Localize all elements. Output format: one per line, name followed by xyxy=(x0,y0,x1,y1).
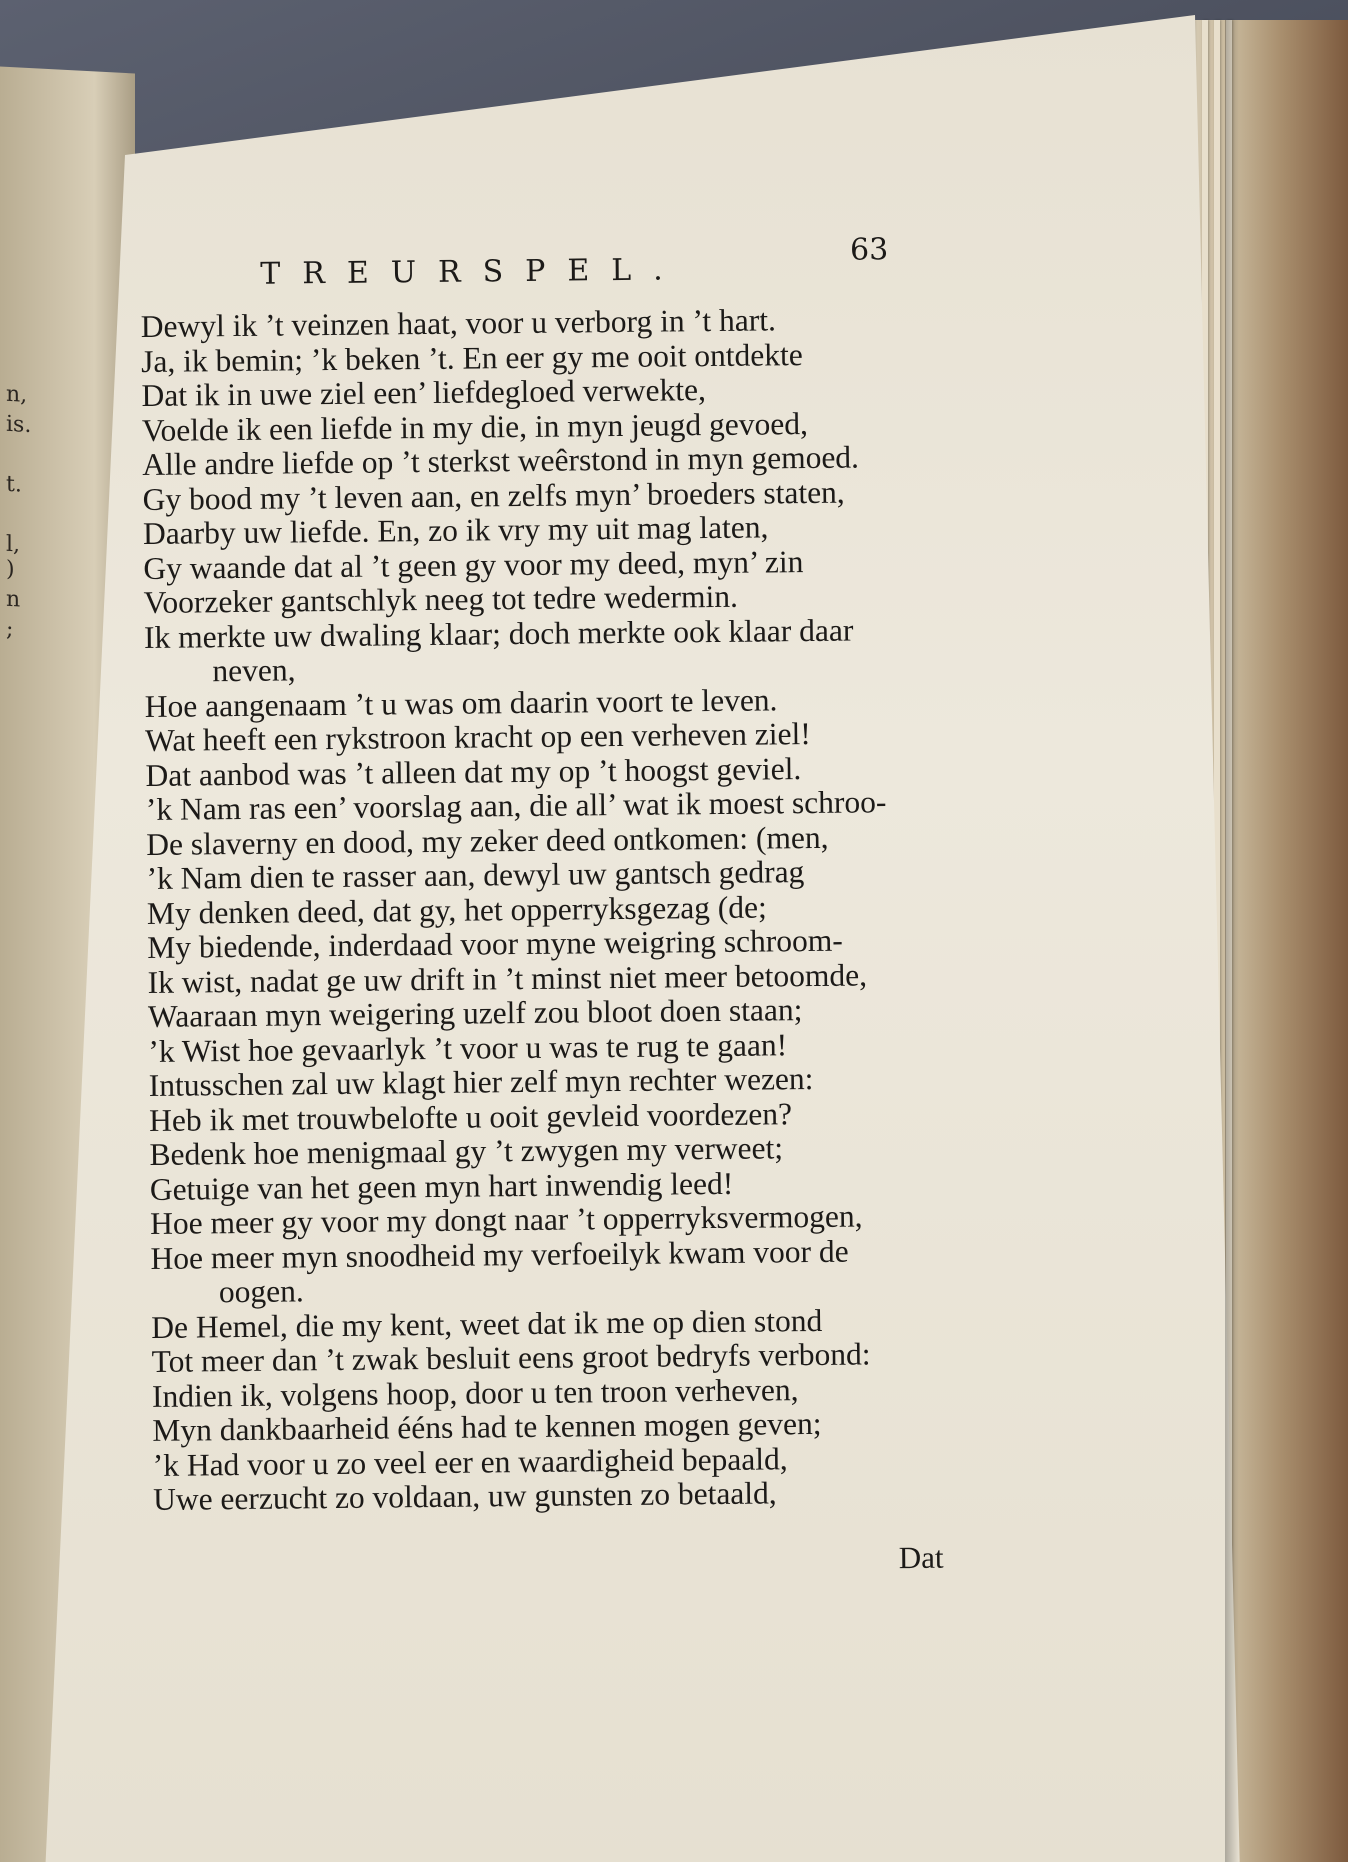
page-shadow xyxy=(1225,20,1239,1862)
verse-line: Wat heeft een rykstroon kracht op een verheven ziel! xyxy=(144,716,811,758)
left-page-fragment: ; xyxy=(6,616,14,643)
catchword: Dat xyxy=(898,1539,944,1576)
verse-lines xyxy=(141,301,994,1517)
page-text-block xyxy=(140,232,993,1576)
verse-line: Alle andre liefde op ’t sterkst weêrstond in myn gemoed. xyxy=(142,439,860,482)
verse-line: ’k Nam dien te rasser aan, dewyl uw gantsch gedrag xyxy=(146,854,805,896)
verse-line: Tot meer dan ’t zwak besluit eens groot bedryfs verbond: xyxy=(151,1336,871,1379)
verse-line: My biedende, inderdaad voor myne weigring schroom- xyxy=(147,922,843,965)
verse-line: oogen. xyxy=(218,1273,304,1310)
verse-line: Heb ik met trouwbelofte u ooit gevleid voordezen? xyxy=(148,1095,793,1138)
page-number: 63 xyxy=(849,232,889,268)
verse-line: Hoe meer myn snoodheid my verfoeilyk kwam voor de xyxy=(150,1233,849,1276)
left-page-fragment: n, xyxy=(6,381,28,408)
verse-line: Ik wist, nadat ge uw drift in ’t minst niet meer betoomde, xyxy=(147,956,868,1000)
left-page-fragment: ) xyxy=(6,556,15,583)
running-head: TREURSPEL. xyxy=(260,252,685,292)
verse-line: ’k Wist hoe gevaarlyk ’t voor u was te rug te gaan! xyxy=(148,1026,788,1069)
verse-line: Gy waande dat al ’t geen gy voor my deed, myn’ zin xyxy=(143,543,804,586)
verse-line: Getuige van het geen myn hart inwendig leed! xyxy=(149,1165,734,1207)
verse-line: Myn dankbaarheid ééns had te kennen mogen geven; xyxy=(152,1405,822,1448)
verse-line: Dewyl ik ’t veinzen haat, voor u verborg in ’t hart. xyxy=(140,302,777,344)
page-header xyxy=(140,232,981,310)
verse-line: Ja, ik bemin; ’k beken ’t. En eer gy me ooit ontdekte xyxy=(140,336,803,379)
left-page-fragment: t. xyxy=(6,471,22,498)
verse-line: ’k Nam ras een’ voorslag aan, die all’ wat ik moest schroo- xyxy=(145,784,887,827)
verse-line: Ik merkte uw dwaling klaar; doch merkte ook klaar daar xyxy=(143,612,854,655)
verse-line: Dat aanbod was ’t alleen dat my op ’t hoogst geviel. xyxy=(145,750,802,793)
verse-line: neven, xyxy=(212,652,296,689)
verse-line: ’k Had voor u zo veel eer en waardigheid bepaald, xyxy=(152,1440,788,1483)
verse-line: Hoe aangenaam ’t u was om daarin voort te leven. xyxy=(144,681,778,724)
verse-line: Dat ik in uwe ziel een’ liefdegloed verwekte, xyxy=(141,372,707,413)
left-page-fragment: n xyxy=(6,586,21,613)
verse-line: Intusschen zal uw klagt hier zelf myn rechter wezen: xyxy=(148,1060,814,1103)
verse-line: Indien ik, volgens hoop, door u ten troon verheven, xyxy=(151,1371,799,1414)
verse-line: Voelde ik een liefde in my die, in myn jeugd gevoed, xyxy=(141,405,809,448)
verse-line: De Hemel, die my kent, weet dat ik me op dien stond xyxy=(151,1302,823,1345)
verse-line: Daarby uw liefde. En, zo ik vry my uit mag laten, xyxy=(142,509,769,551)
verse-line: De slaverny en dood, my zeker deed ontkomen: (men, xyxy=(146,819,829,862)
verse-line: Hoe meer gy voor my dongt naar ’t opperryksvermogen, xyxy=(150,1198,863,1241)
verse-line: Bedenk hoe menigmaal gy ’t zwygen my verweet; xyxy=(149,1130,784,1172)
left-page-fragment: l, xyxy=(6,531,21,558)
verse-line: Uwe eerzucht zo voldaan, uw gunsten zo betaald, xyxy=(152,1475,777,1517)
verse-line: Waaraan myn weigering uzelf zou bloot doen staan; xyxy=(147,992,803,1034)
verse-line: Gy bood my ’t leven aan, en zelfs myn’ broeders staten, xyxy=(142,474,845,517)
left-page-fragment: is. xyxy=(6,411,32,439)
verse-line: Voorzeker gantschlyk neeg tot tedre wedermin. xyxy=(143,578,739,620)
verse-line: My denken deed, dat gy, het opperryksgezag (de; xyxy=(146,888,767,931)
